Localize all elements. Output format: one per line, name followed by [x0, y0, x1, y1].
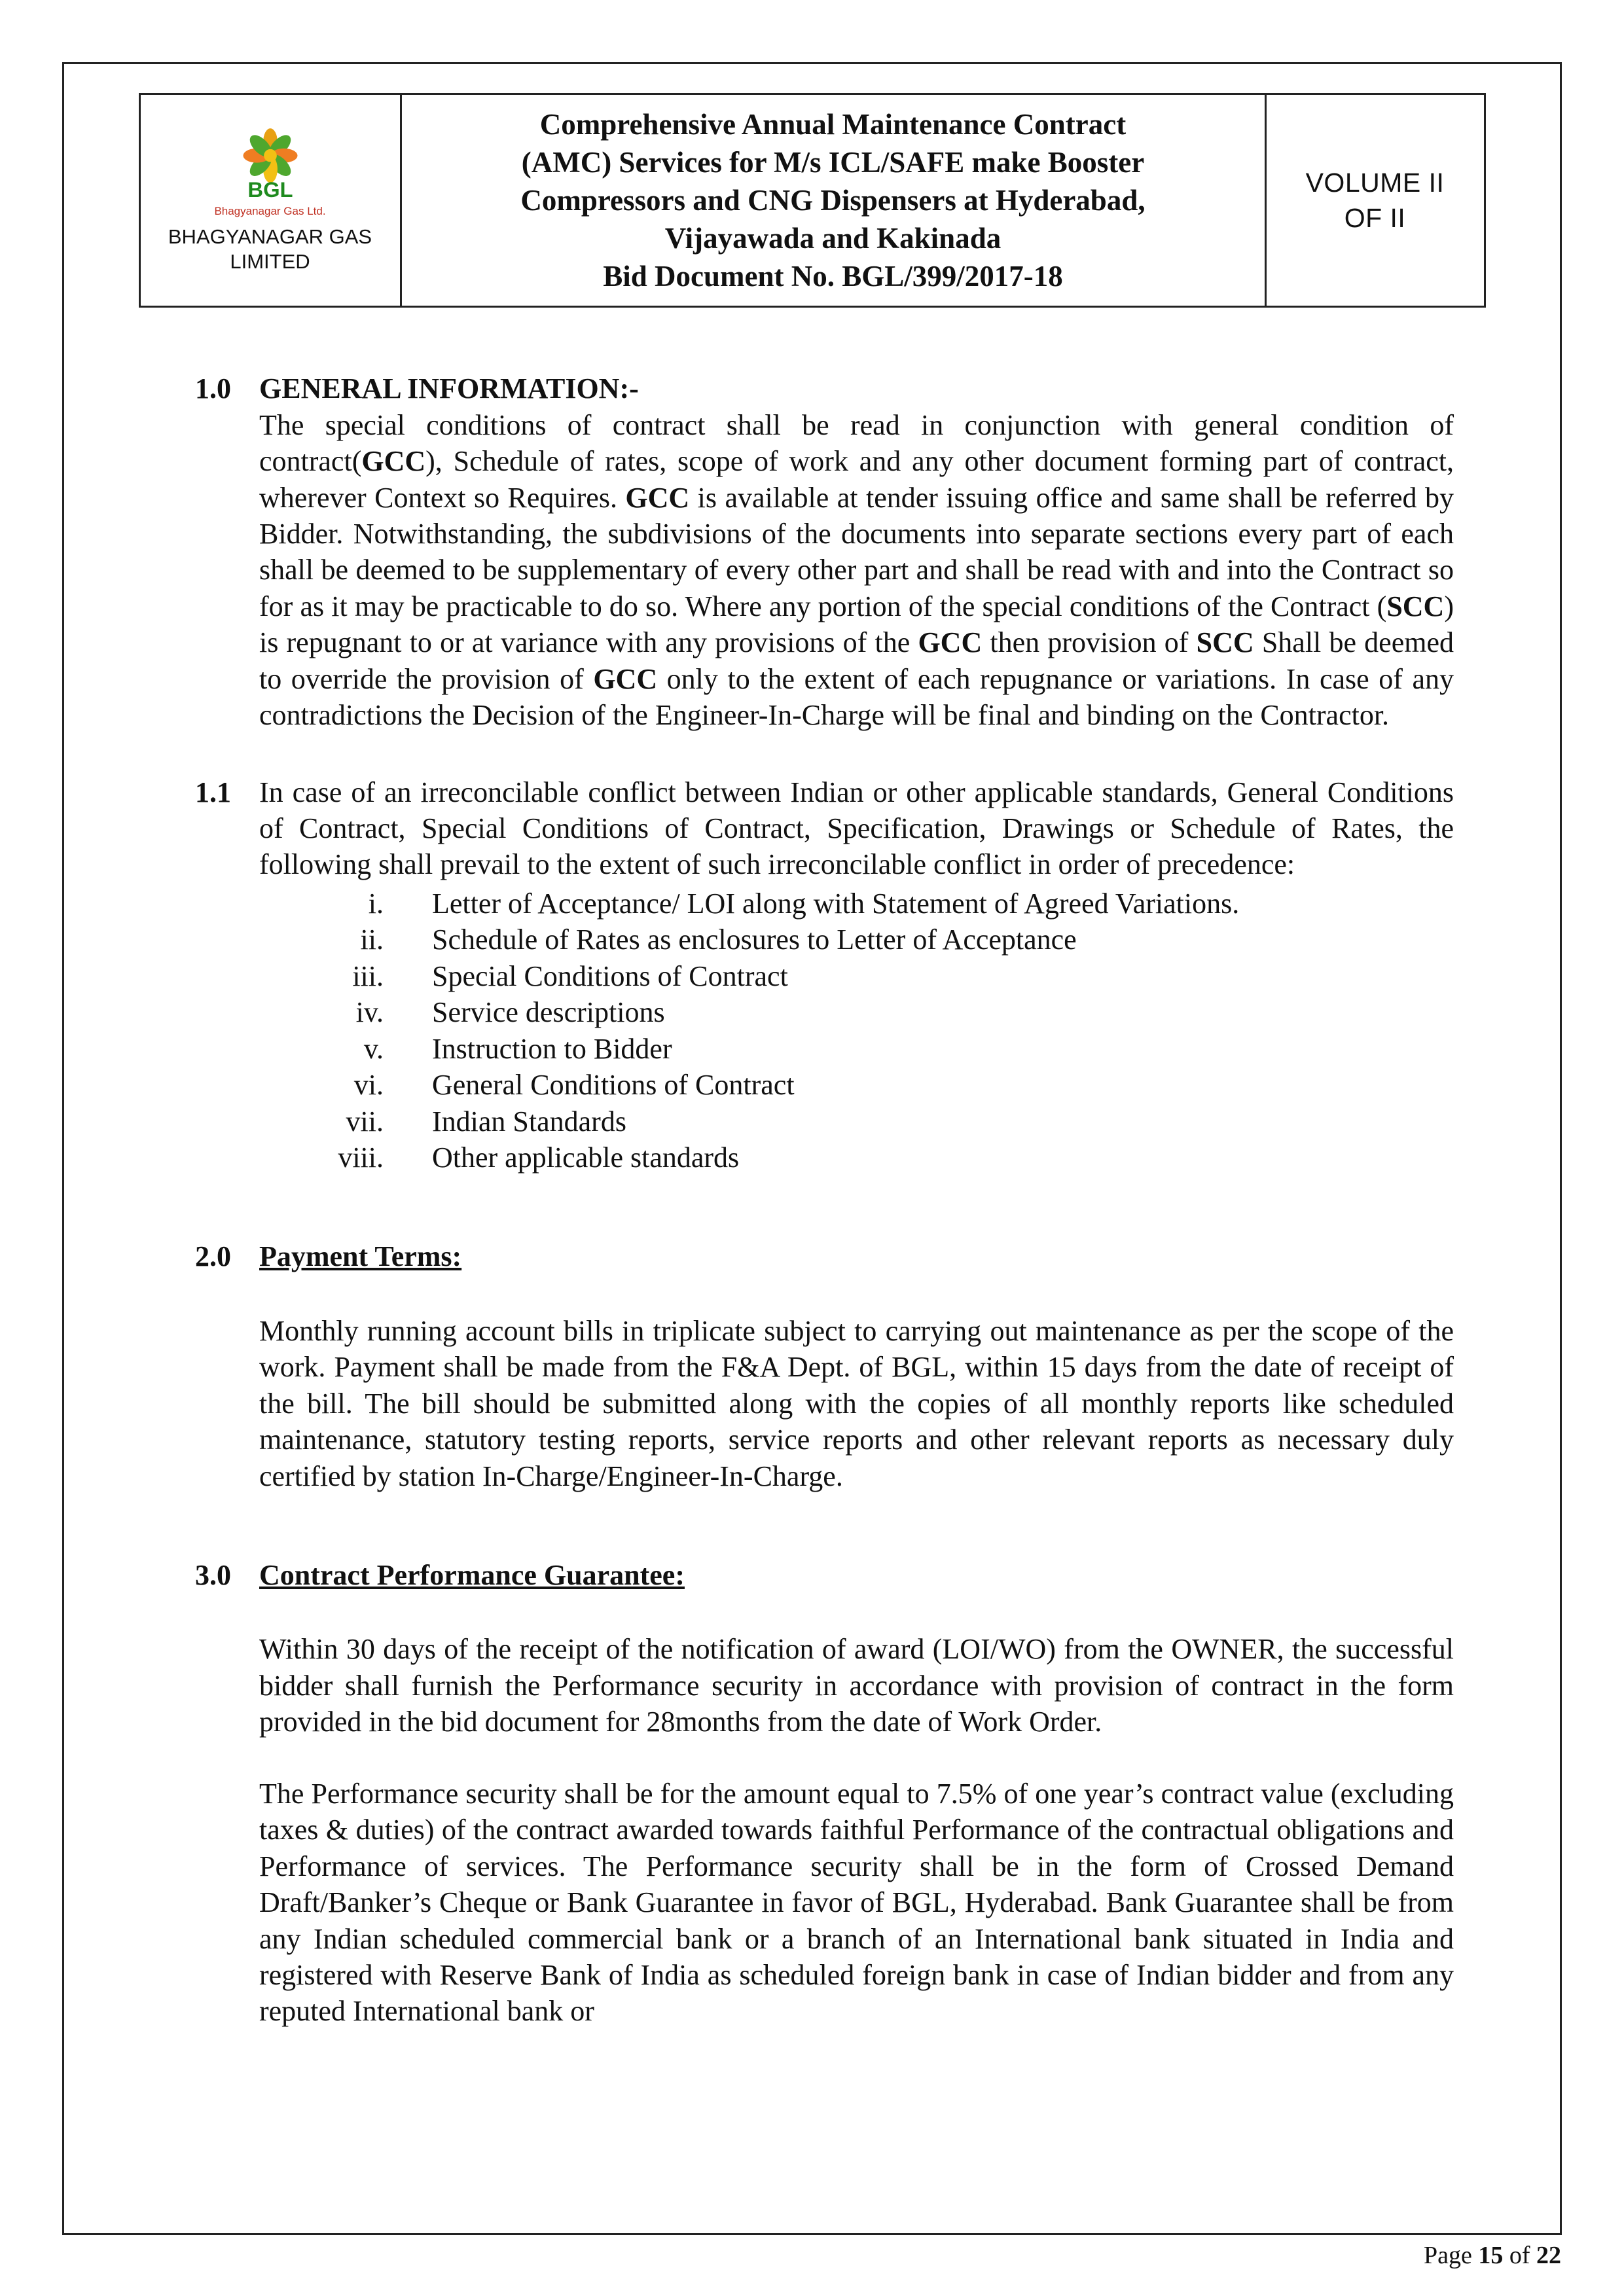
section-heading: Contract Performance Guarantee:	[259, 1559, 685, 1592]
list-item	[259, 886, 1454, 922]
page-number: Page 15 of 22	[1423, 2242, 1561, 2269]
list-item-text: General Conditions of Contract	[432, 1069, 795, 1102]
section-heading: Payment Terms:	[259, 1240, 462, 1273]
list-item	[259, 1031, 1454, 1067]
volume-label	[1265, 94, 1485, 307]
list-item	[259, 1067, 1454, 1103]
paragraph: The Performance security shall be for the amount equal to 7.5% of one year’s contract value (excluding taxes & duties) of the contract awarded towards faithful Performance of the contractual obligations and Performance of services. The Performance security shall be in the form of Crossed Demand Draft/Banker’s Cheque or Bank Guarantee in favor of BGL, Hyderabad. Bank Guarantee shall be from any Indian scheduled commercial bank or a branch of an International bank situated in India and registered with Reserve Bank of India as scheduled foreign bank in case of Indian bidder and from any reputed International bank or	[259, 1777, 1454, 2028]
list-item-numeral: vii.	[346, 1105, 384, 1138]
section-number: 3.0	[195, 1559, 231, 1592]
paragraph: The special conditions of contract shall be read in conjunction with general condition of contract(GCC), Schedule of rates, scope of work and any other document forming part of contract, wherever Context so Requires. GCC is available at tender issuing office and same shall be referred by Bidder. Notwithstanding, the subdivisions of the documents into separate sections every part of each shall be deemed to be supplementary of every other part and shall be read with and into the Contract so for as it may be practicable to do so. Where any portion of the special conditions of the Contract (SCC) is repugnant to or at variance with any provisions of the GCC then provision of SCC Shall be deemed to override the provision of GCC only to the extent of each repugnance or variations. In case of any contradictions the Decision of the Engineer-In-Charge will be final and binding on the Contractor.	[259, 408, 1454, 732]
list-item-text: Letter of Acceptance/ LOI along with Statement of Agreed Variations.	[432, 887, 1240, 920]
title-line: Comprehensive Annual Maintenance Contract	[539, 108, 1127, 141]
list-item	[259, 1103, 1454, 1139]
page-border	[62, 62, 1562, 2235]
list-item-numeral: v.	[363, 1032, 384, 1065]
list-item	[259, 994, 1454, 1030]
list-item-text: Service descriptions	[432, 996, 665, 1029]
paragraph: Within 30 days of the receipt of the notification of award (LOI/WO) from the OWNER, the successful bidder shall furnish the Performance security in accordance with provision of contract in the form provided in the bid document for 28months from the date of Work Order.	[259, 1633, 1454, 1738]
company-name-line: BHAGYANAGAR GAS	[168, 224, 372, 248]
list-item	[259, 958, 1454, 994]
list-item	[259, 922, 1454, 958]
company-logo-icon	[146, 127, 395, 207]
title-line: (AMC) Services for M/s ICL/SAFE make Booster	[521, 146, 1145, 179]
logo-caption: Bhagyanagar Gas Ltd.	[214, 204, 326, 217]
list-item-numeral: vi.	[353, 1069, 384, 1102]
list-item-numeral: iii.	[352, 960, 384, 992]
paragraph: In case of an irreconcilable conflict between Indian or other applicable standards, General Conditions of Contract, Special Conditions of Contract, Specification, Drawings or Schedule of Rates, the following shall prevail to the extent of such irreconcilable conflict in order of precedence:	[259, 776, 1454, 881]
volume-line: VOLUME II	[1305, 168, 1445, 198]
section-number: 1.0	[195, 372, 231, 405]
paragraph: Monthly running account bills in triplicate subject to carrying out maintenance as per the scope of the work. Payment shall be made from the F&A Dept. of BGL, within 15 days from the date of receipt of the bill. The bill should be submitted along with the copies of all monthly reports like scheduled maintenance, statutory testing reports, service reports and other relevant reports as necessary duly certified by station In-Charge/Engineer-In-Charge.	[259, 1314, 1454, 1492]
section-heading: GENERAL INFORMATION:-	[259, 372, 639, 405]
svg-text:BGL: BGL	[247, 177, 293, 202]
title-line: Compressors and CNG Dispensers at Hyderabad,	[520, 184, 1146, 217]
precedence-list	[259, 886, 1454, 1176]
logo-cell	[139, 94, 401, 307]
company-name	[146, 224, 395, 274]
list-item-text: Special Conditions of Contract	[432, 960, 788, 992]
list-item-numeral: ii.	[360, 924, 384, 956]
document-title	[401, 94, 1265, 307]
header-table	[139, 93, 1486, 308]
list-item-text: Schedule of Rates as enclosures to Letter of Acceptance	[432, 924, 1077, 956]
list-item	[259, 1139, 1454, 1175]
section-performance-guarantee	[195, 1557, 1454, 2030]
list-item-text: Instruction to Bidder	[432, 1032, 672, 1065]
section-general-information	[195, 370, 1454, 733]
title-line: Vijayawada and Kakinada	[664, 222, 1001, 255]
list-item-text: Other applicable standards	[432, 1141, 740, 1174]
list-item-numeral: viii.	[338, 1141, 384, 1174]
volume-line: OF II	[1344, 203, 1406, 234]
company-name-line: LIMITED	[230, 249, 310, 273]
list-item-text: Indian Standards	[432, 1105, 626, 1138]
section-number: 1.1	[195, 776, 231, 808]
document-body	[195, 370, 1454, 2030]
bid-document-number: Bid Document No. BGL/399/2017-18	[603, 260, 1063, 293]
section-payment-terms	[195, 1238, 1454, 1494]
section-precedence	[195, 774, 1454, 1176]
list-item-numeral: iv.	[355, 996, 384, 1029]
section-number: 2.0	[195, 1240, 231, 1273]
list-item-numeral: i.	[368, 887, 384, 920]
